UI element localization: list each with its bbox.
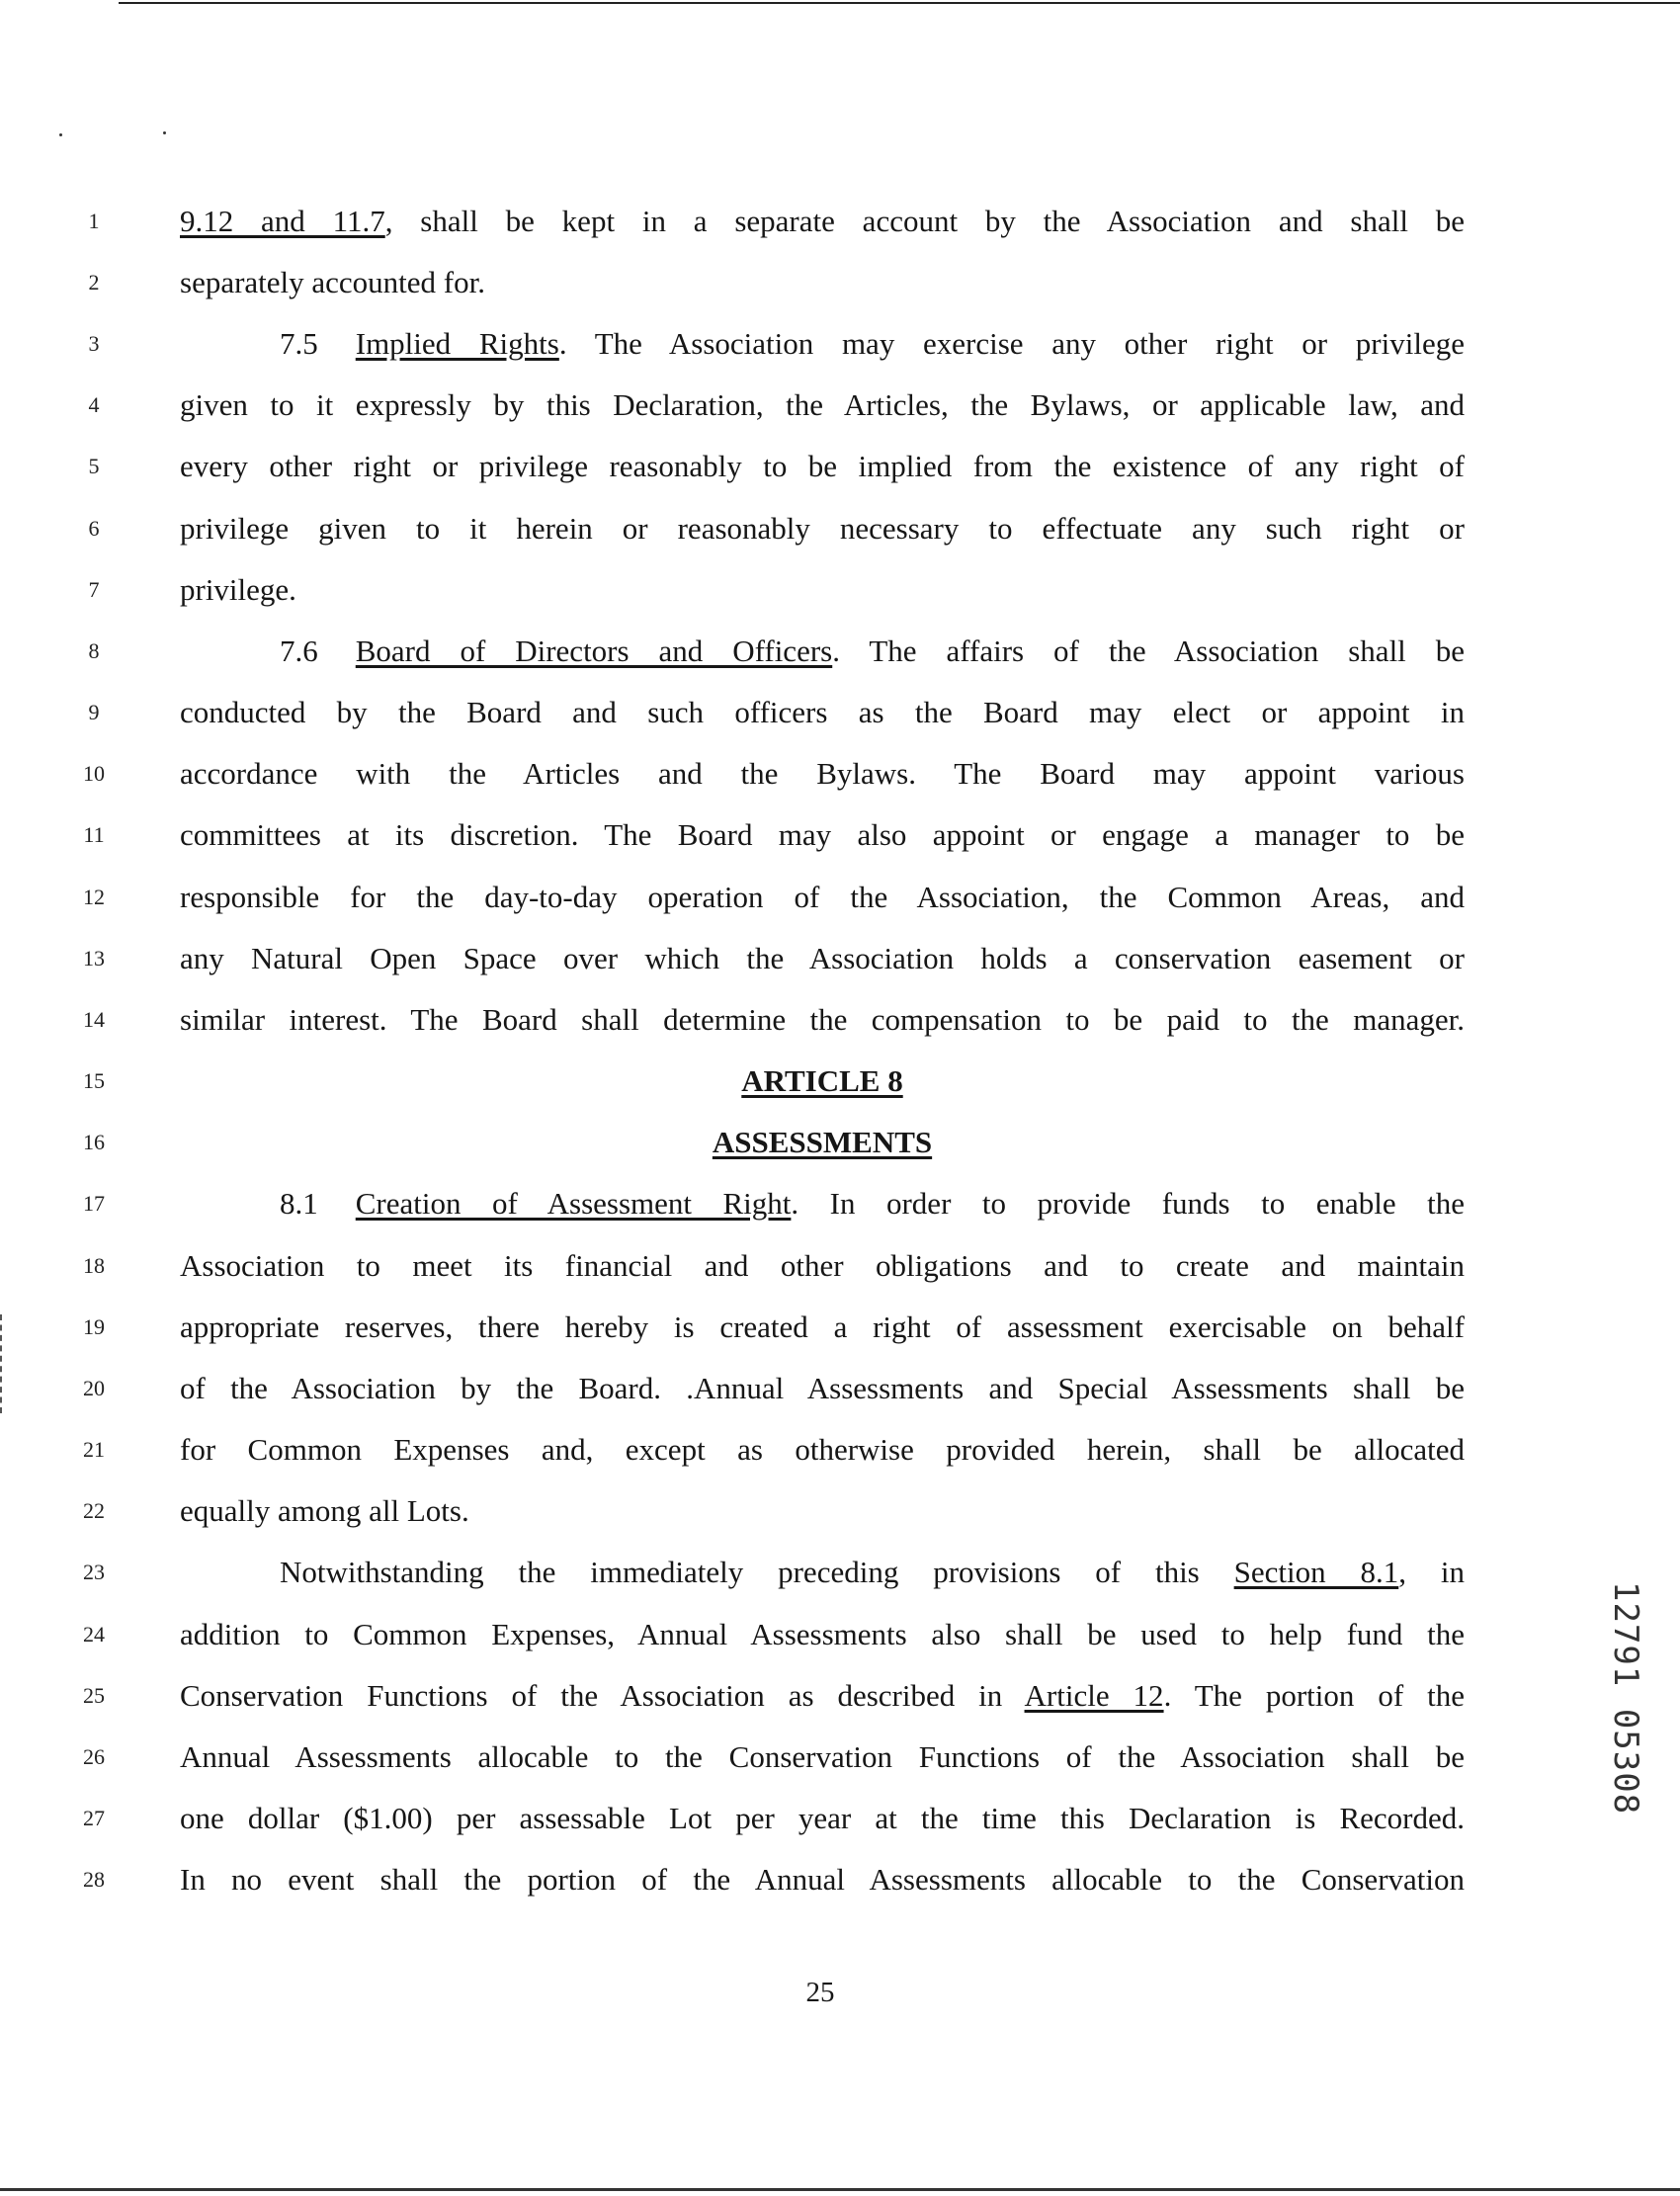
- text-line: appropriate reserves, there hereby is created a right of assessment exercisable on behalf: [180, 1309, 1465, 1344]
- line-number: 10: [83, 761, 105, 786]
- line-number: 21: [83, 1437, 105, 1462]
- page-number: 25: [805, 1977, 835, 2008]
- text-line: accordance with the Articles and the Bylaws. The Board may appoint various: [180, 756, 1465, 791]
- line-number: 22: [83, 1498, 105, 1523]
- text-line: Conservation Functions of the Association as described in Article 12. The portion of the: [180, 1678, 1465, 1713]
- text-line: addition to Common Expenses, Annual Assessments also shall be used to help fund the: [180, 1617, 1465, 1651]
- section-title: Implied Rights: [355, 326, 559, 361]
- line-number: 3: [88, 331, 100, 356]
- line-number: 2: [88, 270, 100, 295]
- text-line: privilege given to it herein or reasonably necessary to effectuate any such right or: [180, 511, 1465, 546]
- text-line: Notwithstanding the immediately preceding provisions of this Section 8.1, in: [280, 1555, 1465, 1589]
- cross-reference: Section 8.1: [1233, 1555, 1399, 1589]
- recording-stamp: 12791 05308: [1606, 1581, 1645, 1816]
- text-line: privilege.: [180, 572, 296, 607]
- text-line: 9.12 and 11.7, shall be kept in a separate account by the Association and shall be: [180, 204, 1465, 238]
- section-number: 8.1: [280, 1186, 318, 1221]
- cross-reference: 9.12 and 11.7: [180, 204, 385, 238]
- line-number: 5: [88, 454, 100, 478]
- line-number: 20: [83, 1376, 105, 1400]
- section-number: 7.5: [280, 326, 318, 361]
- line-number: 15: [83, 1068, 105, 1093]
- line-number: 23: [83, 1560, 105, 1584]
- line-number: 25: [83, 1683, 105, 1708]
- line-number: 7: [88, 577, 100, 602]
- line-number: 8: [88, 638, 100, 663]
- text-line: conducted by the Board and such officers as the Board may elect or appoint in: [180, 695, 1465, 729]
- text-line: In no event shall the portion of the Annual Assessments allocable to the Conservation: [180, 1862, 1465, 1897]
- line-number: 19: [83, 1314, 105, 1339]
- section-7-5-heading-line: 7.5 Implied Rights. The Association may exercise any other right or privilege: [280, 326, 1465, 361]
- line-number: 24: [83, 1622, 105, 1647]
- line-number: 13: [83, 946, 105, 971]
- section-title: Board of Directors and Officers: [355, 633, 833, 668]
- text-line: of the Association by the Board. .Annual Assessments and Special Assessments shall be: [180, 1371, 1465, 1405]
- line-number: 14: [83, 1007, 105, 1032]
- scan-top-border: [119, 2, 1680, 4]
- line-number: 9: [88, 700, 100, 724]
- line-number: 1: [88, 209, 100, 233]
- text-line: committees at its discretion. The Board may also appoint or engage a manager to be: [180, 817, 1465, 852]
- line-number: 12: [83, 885, 105, 909]
- line-number: 6: [88, 516, 100, 541]
- article-title: ASSESSMENTS: [712, 1125, 933, 1159]
- text-line: for Common Expenses and, except as otherwise provided herein, shall be allocated: [180, 1432, 1465, 1467]
- line-number: 28: [83, 1867, 105, 1892]
- scan-speck: [163, 131, 166, 134]
- article-heading: ARTICLE 8: [741, 1063, 903, 1098]
- text-line: Association to meet its financial and other obligations and to create and maintain: [180, 1248, 1465, 1283]
- section-7-6-heading-line: 7.6 Board of Directors and Officers. The affairs of the Association shall be: [280, 633, 1465, 668]
- cross-reference: Article 12: [1024, 1678, 1164, 1713]
- line-number: 16: [83, 1130, 105, 1154]
- line-number: 11: [83, 822, 105, 847]
- section-title: Creation of Assessment Right: [355, 1186, 792, 1221]
- section-number: 7.6: [280, 633, 318, 668]
- section-8-1-heading-line: 8.1 Creation of Assessment Right. In order to provide funds to enable the: [280, 1186, 1465, 1221]
- scan-speck: [59, 133, 62, 136]
- text-line: responsible for the day-to-day operation of the Association, the Common Areas, and: [180, 880, 1465, 914]
- text-line: similar interest. The Board shall determine the compensation to be paid to the manager.: [180, 1002, 1465, 1037]
- text-line: one dollar ($1.00) per assessable Lot per year at the time this Declaration is Recorded.: [180, 1801, 1465, 1835]
- text-line: Annual Assessments allocable to the Conservation Functions of the Association shall be: [180, 1739, 1465, 1774]
- text-line: given to it expressly by this Declaration, the Articles, the Bylaws, or applicable law, and: [180, 387, 1465, 422]
- line-number: 18: [83, 1253, 105, 1278]
- text-line: equally among all Lots.: [180, 1493, 469, 1528]
- scan-left-edge-mark: [0, 1314, 4, 1413]
- line-number: 27: [83, 1806, 105, 1830]
- text-line: any Natural Open Space over which the Association holds a conservation easement or: [180, 941, 1465, 975]
- text-line: every other right or privilege reasonably to be implied from the existence of any right of: [180, 449, 1465, 483]
- line-number: 26: [83, 1744, 105, 1769]
- text-line: separately accounted for.: [180, 265, 485, 299]
- scan-bottom-border: [0, 2188, 1680, 2191]
- line-number: 17: [83, 1191, 105, 1216]
- line-number: 4: [88, 392, 100, 417]
